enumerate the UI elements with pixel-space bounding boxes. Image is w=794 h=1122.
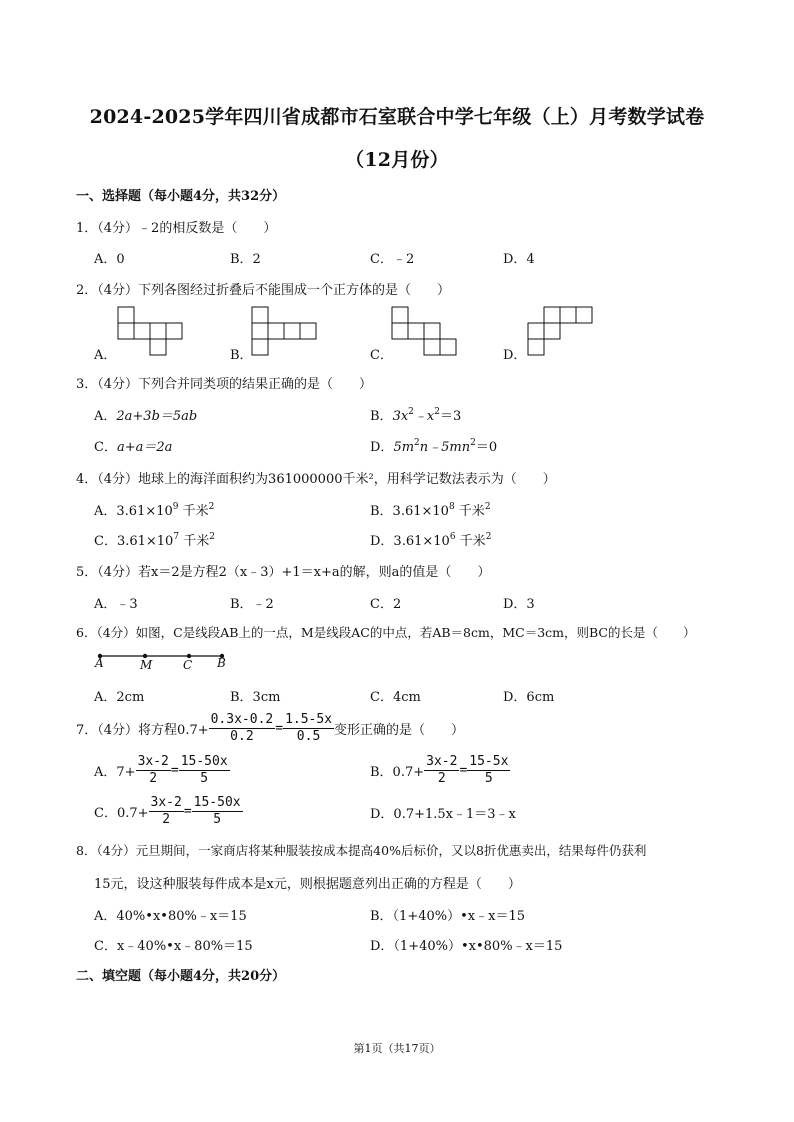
q7-stem-fraction-2: [283, 712, 334, 745]
q7-stem-f1-numerator: 0.3x-0.2: [210, 711, 274, 727]
q7-option-b: [370, 752, 510, 788]
q3-a-label: A．: [94, 409, 117, 424]
q7-stem-fraction-1: [209, 712, 276, 745]
q2-option-b: B．: [230, 348, 253, 363]
q7-b-equals: =: [459, 762, 468, 778]
q4-c-unit-exp: 2: [209, 532, 215, 542]
q4-option-b: [370, 500, 491, 519]
q3-b-term2: ﹣x: [413, 409, 435, 424]
line-segment-figure: [92, 648, 237, 674]
q7-a-fraction-2: [179, 754, 230, 787]
q4-b-unit-exp: 2: [484, 502, 491, 512]
q8-option-b: B．（1+40%）•x﹣x＝15: [370, 909, 525, 924]
q3-b-exp1: 2: [408, 407, 414, 417]
q3-c-expr: a+a＝2a: [116, 440, 173, 455]
q7-stem-equals: =: [275, 720, 284, 736]
point-b-label: B: [217, 656, 226, 670]
q7-b-f2-numerator: 15-5x: [469, 753, 509, 769]
q7-c-f1-denominator: 2: [162, 811, 171, 827]
q3-d-term2: n﹣5mn: [419, 440, 471, 455]
q3-option-a: [94, 405, 197, 424]
q3-d-term3: ＝0: [475, 440, 498, 455]
q7-a-f1-numerator: 3x-2: [137, 753, 169, 769]
q4-a-base: A．3.61×10: [94, 504, 173, 519]
q4-b-unit: 千米: [454, 504, 485, 519]
q7-a-prefix: A．7+: [94, 764, 136, 780]
q7-b-f1-numerator: 3x-2: [426, 753, 458, 769]
q7-c-fraction-2: [192, 795, 243, 828]
q7-option-a: [94, 752, 230, 788]
question-1-stem: 1．（4分）﹣2的相反数是（ ）: [76, 221, 277, 236]
q4-d-unit-exp: 2: [485, 532, 492, 542]
cube-net-d: [520, 303, 600, 359]
q7-c-equals: =: [183, 803, 192, 819]
q4-a-unit-exp: 2: [208, 502, 215, 512]
q8-option-d: D．（1+40%）•x•80%﹣x＝15: [370, 939, 563, 954]
page-title: 2024-2025学年四川省成都市石室联合中学七年级（上）月考数学试卷: [89, 106, 705, 128]
q7-c-prefix: C．0.7+: [94, 805, 149, 821]
point-c-label: C: [183, 658, 193, 672]
q3-d-term1: 5m: [393, 440, 415, 455]
q7-stem-f1-denominator: 0.2: [230, 728, 254, 744]
q3-c-label: C．: [94, 440, 117, 455]
q6-option-a: A．2cm: [94, 690, 145, 705]
q7-b-f1-denominator: 2: [437, 770, 446, 786]
q3-b-label: B．: [370, 409, 393, 424]
question-2-stem: 2．（4分）下列各图经过折叠后不能围成一个正方体的是（ ）: [76, 283, 451, 298]
q4-a-unit: 千米: [178, 504, 209, 519]
q3-b-term1: 3x: [392, 409, 409, 424]
q6-option-b: B．3cm: [230, 690, 281, 705]
q7-c-fraction-1: [149, 795, 184, 828]
q5-option-d: D．3: [503, 597, 535, 612]
q4-c-unit: 千米: [179, 534, 210, 549]
q7-stem-suffix: 变形正确的是（ ）: [334, 722, 465, 738]
q5-option-c: C．2: [370, 597, 402, 612]
q4-b-exp: 8: [448, 502, 455, 512]
q7-b-fraction-1: [424, 754, 459, 787]
q3-d-exp1: 2: [414, 438, 420, 448]
question-8-stem-line-1: 8．（4分）元旦期间，一家商店将某种服装按成本提高40%后标价，又以8折优惠卖出，结果每件仍获利: [76, 843, 647, 858]
q7-c-f2-denominator: 5: [213, 811, 222, 827]
section-header-fill: 二、填空题（每小题4分，共20分）: [76, 969, 286, 984]
q4-option-a: [94, 500, 214, 519]
q3-a-expr: 2a+3b＝5ab: [116, 409, 198, 424]
q4-a-exp: 9: [172, 502, 179, 512]
page-subtitle: （12月份）: [345, 149, 449, 171]
question-5-stem: 5．（4分）若x＝2是方程2（x﹣3）+1＝x+a的解，则a的值是（ ）: [76, 565, 491, 580]
q7-c-f1-numerator: 3x-2: [150, 794, 182, 810]
q4-c-base: C．3.61×10: [94, 534, 174, 549]
q7-a-fraction-1: [136, 754, 171, 787]
q8-option-a: A．40%•x•80%﹣x＝15: [94, 909, 247, 924]
q4-d-base: D．3.61×10: [370, 534, 450, 549]
q7-a-f2-denominator: 5: [200, 770, 209, 786]
q4-b-base: B．3.61×10: [370, 504, 449, 519]
q7-a-f1-denominator: 2: [149, 770, 158, 786]
point-a-label: A: [95, 656, 104, 670]
q1-option-d: D．4: [503, 252, 535, 267]
question-4-stem: 4．（4分）地球上的海洋面积约为361000000千米²，用科学记数法表示为（ ）: [76, 472, 556, 487]
q6-option-c: C．4cm: [370, 690, 421, 705]
q4-d-exp: 6: [449, 532, 456, 542]
q7-c-f2-numerator: 15-50x: [193, 794, 241, 810]
q8-option-c: C．x﹣40%•x﹣80%＝15: [94, 939, 253, 954]
question-3-stem: 3．（4分）下列合并同类项的结果正确的是（ ）: [76, 377, 373, 392]
q4-option-c: [94, 530, 215, 549]
q3-b-term3: ＝3: [439, 409, 462, 424]
q3-option-c: [94, 436, 172, 455]
question-8-stem-line-2: 15元，设这种服装每件成本是x元，则根据题意列出正确的方程是（ ）: [94, 877, 521, 892]
q7-stem-f2-denominator: 0.5: [296, 728, 321, 744]
q3-d-label: D．: [370, 440, 394, 455]
q4-c-exp: 7: [173, 532, 180, 542]
q6-option-d: D．6cm: [503, 690, 555, 705]
q7-b-fraction-2: [467, 754, 510, 787]
question-6-stem: 6．（4分）如图，C是线段AB上的一点，M是线段AC的中点，若AB＝8cm，MC＝3cm，则BC的长是（ ）: [76, 625, 696, 640]
question-7-stem: [76, 710, 464, 746]
q7-a-f2-numerator: 15-50x: [180, 753, 228, 769]
q7-stem-prefix: 7．（4分）将方程0.7+: [76, 722, 209, 738]
q4-option-d: [370, 530, 491, 549]
cube-net-b: [244, 303, 324, 359]
q3-b-exp2: 2: [434, 407, 440, 417]
cube-net-a: [110, 303, 190, 359]
q7-stem-f2-numerator: 1.5-5x: [285, 711, 333, 727]
q4-d-unit: 千米: [455, 534, 486, 549]
point-m-label: M: [140, 658, 153, 672]
q1-option-b: B．2: [230, 252, 261, 267]
q7-a-equals: =: [170, 762, 179, 778]
page-footer: 第1页（共17页）: [353, 1042, 441, 1055]
q3-d-exp2: 2: [470, 438, 476, 448]
q1-option-c: C．﹣2: [370, 252, 415, 267]
q7-b-prefix: B．0.7+: [370, 764, 425, 780]
q7-option-d: D．0.7+1.5x﹣1＝3﹣x: [370, 807, 516, 822]
section-header-choice: 一、选择题（每小题4分，共32分）: [76, 189, 286, 204]
q2-option-c: C．: [370, 348, 393, 363]
q5-option-b: B．﹣2: [230, 597, 274, 612]
cube-net-c: [384, 303, 464, 359]
q7-option-c: [94, 793, 243, 829]
q2-option-d: D．: [503, 348, 527, 363]
q3-option-b: [370, 405, 461, 424]
q7-b-f2-denominator: 5: [484, 770, 493, 786]
q1-option-a: A．0: [94, 252, 125, 267]
q5-option-a: A．﹣3: [94, 597, 138, 612]
q2-option-a: A．: [94, 348, 117, 363]
q3-option-d: [370, 436, 497, 455]
